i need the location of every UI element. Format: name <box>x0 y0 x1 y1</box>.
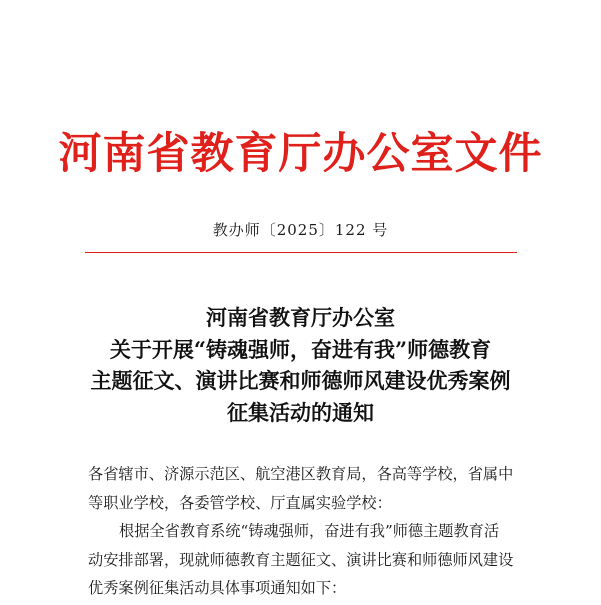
title-line: 主题征文、演讲比赛和师德师风建设优秀案例 <box>90 368 511 393</box>
paragraph-line: 优秀案例征集活动具体事项通知如下： <box>88 579 347 597</box>
notice-body <box>88 460 524 603</box>
recipients-line: 各省辖市、济源示范区、航空港区教育局，各高等学校，省属中 <box>88 465 514 483</box>
recipients-line: 等职业学校，各委管学校、厅直属实验学校： <box>88 493 392 512</box>
paragraph-line: 根据全省教育系统“铸魂强师，奋进有我”师德主题教育活 <box>119 522 500 540</box>
issuer-title: 河南省教育厅办公室文件 <box>58 129 543 179</box>
notice-title <box>0 302 601 428</box>
document-number: 教办师〔2025〕122 号 <box>212 221 389 239</box>
red-separator-line <box>85 252 517 253</box>
title-line: 关于开展“铸魂强师，奋进有我”师德教育 <box>109 336 492 362</box>
paragraph-line: 动安排部署，现就师德教育主题征文、演讲比赛和师德师风建设 <box>88 550 514 569</box>
title-line: 征集活动的通知 <box>227 399 374 425</box>
title-line: 河南省教育厅办公室 <box>206 305 395 330</box>
